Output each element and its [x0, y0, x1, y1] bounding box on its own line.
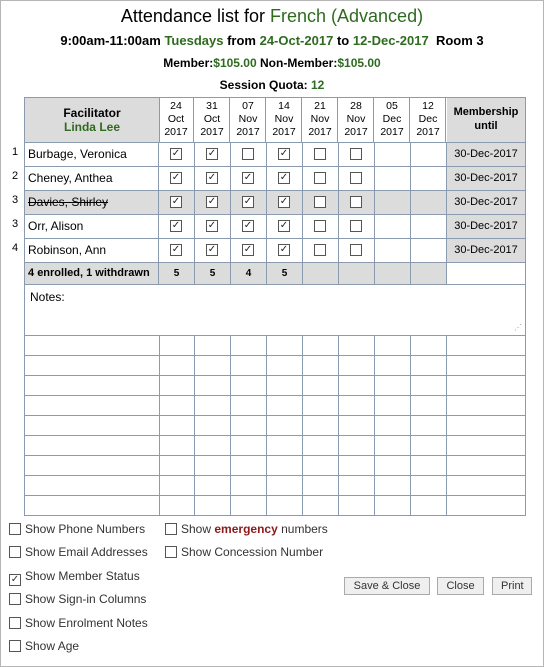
date-header: 24 Oct 2017 — [159, 98, 194, 142]
membership-date: 30-Dec-2017 — [447, 143, 525, 166]
attendance-cell — [195, 215, 231, 238]
course-name: French (Advanced) — [270, 6, 424, 26]
checkbox-icon[interactable] — [350, 196, 362, 208]
blank-row — [25, 456, 525, 476]
attendance-count: 5 — [267, 263, 303, 284]
student-name: Davies, Shirley — [25, 191, 159, 214]
membership-date: 30-Dec-2017 — [447, 239, 525, 262]
attendance-cell — [411, 143, 447, 166]
blank-row — [25, 356, 525, 376]
show-phone-option[interactable]: Show Phone Numbers — [9, 522, 145, 536]
attendance-cell — [267, 143, 303, 166]
attendance-cell — [303, 215, 339, 238]
attendance-cell — [267, 191, 303, 214]
checkbox-checked-icon[interactable]: ✓ — [207, 172, 217, 183]
row-number: 3 — [12, 194, 19, 206]
checkbox-checked-icon[interactable]: ✓ — [207, 220, 217, 231]
blank-row — [25, 496, 525, 515]
checkbox-icon[interactable] — [350, 244, 362, 256]
checkbox-checked-icon[interactable]: ✓ — [279, 220, 289, 231]
date-header: 07 Nov 2017 — [231, 98, 266, 142]
attendance-cell — [303, 239, 339, 262]
table-row — [25, 167, 525, 191]
facilitator-name: Linda Lee — [63, 120, 120, 134]
table-row — [25, 191, 525, 215]
attendance-cell — [375, 143, 411, 166]
date-header: 28 Nov 2017 — [339, 98, 374, 142]
checkbox-icon[interactable] — [9, 617, 21, 629]
attendance-cell — [159, 191, 195, 214]
checkbox-icon[interactable] — [242, 148, 254, 160]
attendance-count — [411, 263, 447, 284]
attendance-cell — [159, 143, 195, 166]
blank-row — [25, 396, 525, 416]
checkbox-checked-icon[interactable]: ✓ — [279, 244, 289, 255]
checkbox-checked-icon[interactable]: ✓ — [207, 244, 217, 255]
date-header: 05 Dec 2017 — [375, 98, 410, 142]
date-header: 21 Nov 2017 — [303, 98, 338, 142]
membership-date: 30-Dec-2017 — [447, 215, 525, 238]
row-number: 4 — [12, 242, 19, 254]
attendance-cell — [267, 167, 303, 190]
student-name: Burbage, Veronica — [25, 143, 159, 166]
membership-date: 30-Dec-2017 — [447, 191, 525, 214]
checkbox-checked-icon[interactable]: ✓ — [171, 196, 181, 207]
checkbox-icon[interactable] — [350, 172, 362, 184]
attendance-table — [24, 97, 526, 516]
save-close-button[interactable]: Save & Close — [344, 577, 430, 595]
checkbox-icon[interactable] — [165, 523, 177, 535]
attendance-cell — [339, 143, 375, 166]
checkbox-icon[interactable] — [9, 523, 21, 535]
checkbox-checked-icon[interactable]: ✓ — [279, 196, 289, 207]
attendance-cell — [195, 239, 231, 262]
attendance-cell — [195, 167, 231, 190]
attendance-cell — [303, 167, 339, 190]
attendance-cell — [339, 239, 375, 262]
show-emergency-option[interactable]: Show emergency numbers — [165, 522, 328, 536]
attendance-cell — [231, 191, 267, 214]
checkbox-icon[interactable] — [314, 172, 326, 184]
checkbox-icon[interactable] — [314, 148, 326, 160]
attendance-cell — [375, 191, 411, 214]
checkbox-checked-icon[interactable]: ✓ — [10, 574, 20, 585]
attendance-cell — [195, 143, 231, 166]
checkbox-checked-icon[interactable]: ✓ — [207, 196, 217, 207]
enrolment-summary: 4 enrolled, 1 withdrawn — [25, 263, 159, 284]
blank-row — [25, 416, 525, 436]
attendance-cell — [411, 191, 447, 214]
attendance-cell — [411, 215, 447, 238]
attendance-count: 4 — [231, 263, 267, 284]
attendance-count — [303, 263, 339, 284]
attendance-count — [375, 263, 411, 284]
attendance-count: 5 — [159, 263, 195, 284]
attendance-cell — [411, 167, 447, 190]
table-row — [25, 239, 525, 263]
checkbox-checked-icon[interactable]: ✓ — [279, 172, 289, 183]
show-enrolment-notes-option[interactable]: Show Enrolment Notes — [9, 616, 148, 630]
membership-date: 30-Dec-2017 — [447, 167, 525, 190]
checkbox-checked-icon[interactable]: ✓ — [243, 196, 253, 207]
blank-row — [25, 436, 525, 456]
membership-header: Membership until — [447, 98, 525, 142]
attendance-cell — [159, 215, 195, 238]
row-number: 2 — [12, 170, 19, 182]
date-header: 12 Dec 2017 — [411, 98, 446, 142]
show-email-option[interactable]: Show Email Addresses — [9, 545, 148, 559]
checkbox-checked-icon[interactable]: ✓ — [171, 172, 181, 183]
attendance-cell — [375, 167, 411, 190]
checkbox-icon[interactable] — [165, 546, 177, 558]
checkbox-checked-icon[interactable]: ✓ — [243, 172, 253, 183]
attendance-cell — [267, 215, 303, 238]
attendance-cell — [231, 143, 267, 166]
checkbox-checked-icon[interactable]: ✓ — [207, 148, 217, 159]
schedule-line: 9:00am-11:00am Tuesdays from 24-Oct-2017 to 12-Dec-2017 Room 3 — [60, 33, 484, 48]
student-name: Robinson, Ann — [25, 239, 159, 262]
notes-label: Notes: — [30, 290, 65, 304]
student-name: Orr, Alison — [25, 215, 159, 238]
checkbox-icon[interactable] — [9, 593, 21, 605]
attendance-cell — [375, 215, 411, 238]
checkbox-checked-icon[interactable]: ✓ — [171, 148, 181, 159]
table-header — [25, 98, 525, 143]
student-name: Cheney, Anthea — [25, 167, 159, 190]
blank-row — [25, 376, 525, 396]
facilitator-header: Facilitator Linda Lee — [25, 98, 160, 142]
attendance-cell — [231, 239, 267, 262]
fees-line: Member:$105.00 Non-Member:$105.00 — [163, 56, 381, 70]
close-button[interactable]: Close — [437, 577, 484, 595]
show-concession-option[interactable]: Show Concession Number — [165, 545, 323, 559]
table-row — [25, 215, 525, 239]
attendance-cell — [231, 167, 267, 190]
date-header: 31 Oct 2017 — [195, 98, 230, 142]
attendance-cell — [339, 191, 375, 214]
attendance-cell — [159, 167, 195, 190]
attendance-cell — [231, 215, 267, 238]
page-title: Attendance list for French (Advanced) — [120, 6, 424, 26]
attendance-cell — [159, 239, 195, 262]
checkbox-icon[interactable] — [314, 220, 326, 232]
show-member-status-option[interactable]: ✓ Show Member Status — [10, 569, 140, 585]
attendance-cell — [339, 167, 375, 190]
totals-row — [25, 263, 525, 285]
attendance-cell — [375, 239, 411, 262]
row-number: 3 — [12, 218, 19, 230]
date-header: 14 Nov 2017 — [267, 98, 302, 142]
attendance-cell — [411, 239, 447, 262]
table-row — [25, 143, 525, 167]
attendance-count: 5 — [195, 263, 231, 284]
show-signin-option[interactable]: Show Sign-in Columns — [9, 592, 146, 606]
checkbox-checked-icon[interactable]: ✓ — [243, 244, 253, 255]
checkbox-checked-icon[interactable]: ✓ — [171, 220, 181, 231]
checkbox-icon[interactable] — [314, 244, 326, 256]
checkbox-icon[interactable] — [9, 546, 21, 558]
checkbox-icon[interactable] — [314, 196, 326, 208]
show-age-option[interactable]: Show Age — [9, 639, 79, 653]
attendance-cell — [195, 191, 231, 214]
checkbox-icon[interactable] — [350, 220, 362, 232]
attendance-cell — [303, 143, 339, 166]
checkbox-checked-icon[interactable]: ✓ — [279, 148, 289, 159]
session-quota: Session Quota: 12 — [219, 78, 325, 92]
checkbox-icon[interactable] — [9, 640, 21, 652]
row-number: 1 — [12, 146, 19, 158]
attendance-cell — [339, 215, 375, 238]
checkbox-checked-icon[interactable]: ✓ — [243, 220, 253, 231]
attendance-cell — [267, 239, 303, 262]
notes-area[interactable] — [25, 285, 525, 336]
blank-row — [25, 476, 525, 496]
checkbox-checked-icon[interactable]: ✓ — [171, 244, 181, 255]
attendance-cell — [303, 191, 339, 214]
print-button[interactable]: Print — [492, 577, 532, 595]
attendance-count — [339, 263, 375, 284]
resize-grip-icon[interactable]: ⋰ — [514, 323, 522, 332]
checkbox-icon[interactable] — [350, 148, 362, 160]
blank-row — [25, 336, 525, 356]
